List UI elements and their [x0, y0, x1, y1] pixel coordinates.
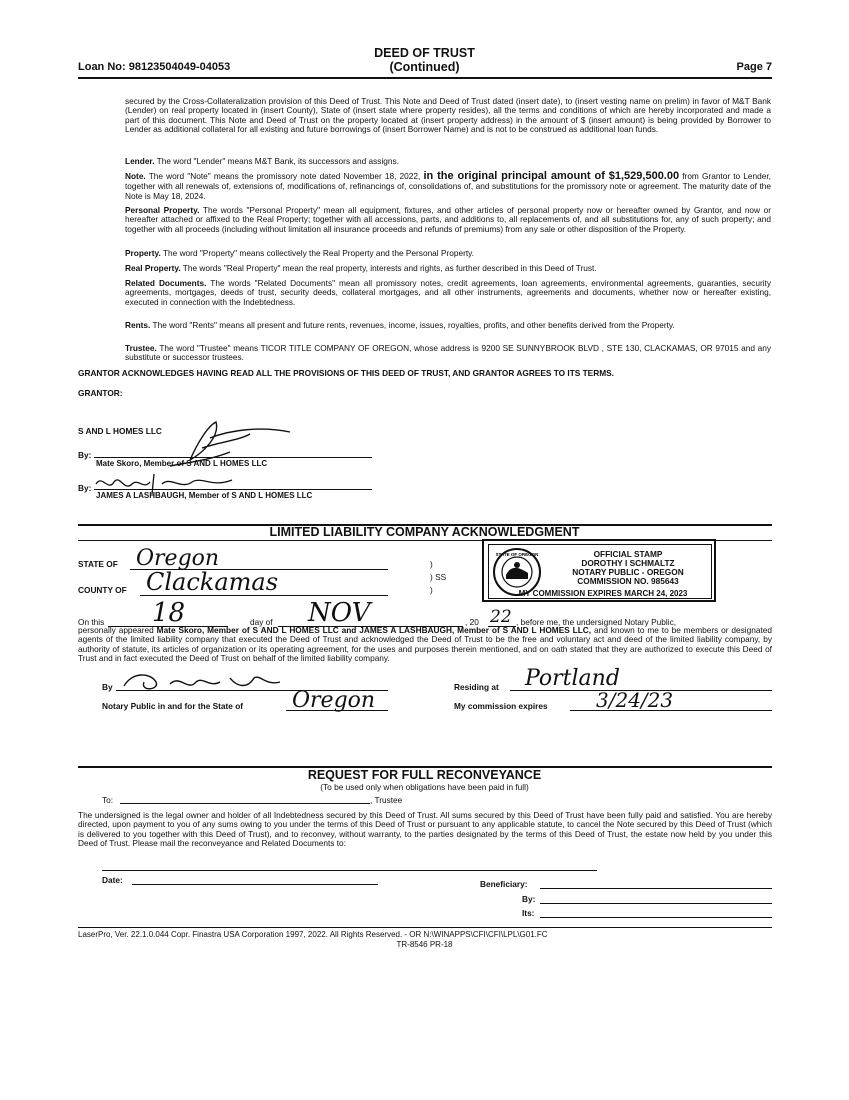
day-handwritten: 18 — [152, 598, 186, 628]
grantor-company: S AND L HOMES LLC — [78, 426, 162, 436]
term-text: The word "Trustee" means TICOR TITLE COMPANY OF OREGON, whose address is 9200 SE SUNNYBROOK BLVD , STE 130, CLACKAMAS, OR 97015 and any substitute or successor trustees. — [125, 343, 771, 363]
residing-label: Residing at — [454, 682, 499, 692]
definition-trustee — [125, 344, 771, 363]
beneficiary-input-line[interactable] — [540, 888, 772, 889]
term-text: The word "Property" means collectively the Real Property and the Personal Property. — [160, 248, 474, 258]
notary-signature — [120, 670, 290, 696]
paren: ) — [430, 585, 433, 595]
footer-rule — [78, 927, 772, 928]
loan-number: Loan No: 98123504049-04053 — [78, 61, 231, 73]
stamp-line-1: OFFICIAL STAMP — [593, 549, 663, 559]
stamp-line-3: NOTARY PUBLIC - OREGON — [572, 567, 684, 577]
llc-ack-title: LIMITED LIABILITY COMPANY ACKNOWLEDGMENT — [269, 525, 580, 539]
definition-personal-property — [125, 206, 771, 234]
notary-by-label: By — [102, 682, 113, 692]
term-label: Property. — [125, 248, 161, 258]
notary-state-handwritten: Oregon — [292, 688, 376, 713]
header-rule — [78, 77, 772, 79]
to-input-line[interactable] — [120, 803, 370, 804]
state-handwritten: Oregon — [136, 546, 220, 571]
month-handwritten: NOV — [308, 598, 371, 628]
term-text: The word "Lender" means M&T Bank, its successors and assigns. — [154, 156, 399, 166]
term-label: Rents. — [125, 320, 151, 330]
appeared-names: Mate Skoro, Member of S AND L HOMES LLC and JAMES A LASHBAUGH, Member of S AND L HOMES LLC, — [156, 625, 592, 635]
official-stamp — [482, 539, 716, 602]
day-of-label: day of — [250, 617, 273, 627]
notary-state-label: Notary Public in and for the State of — [102, 701, 244, 711]
reconveyance-title: REQUEST FOR FULL RECONVEYANCE — [307, 768, 542, 782]
ss-label: ) SS — [430, 572, 447, 582]
date-label: Date: — [102, 875, 123, 885]
date-input-line[interactable] — [132, 884, 378, 885]
document-title: DEED OF TRUST — [374, 46, 475, 60]
signature-line-2 — [94, 489, 372, 490]
state-label: STATE OF — [78, 559, 118, 569]
definition-property — [125, 249, 771, 258]
term-text: from Grantor to Lender, together with all renewals of, extensions of, modifications of, refinancings of, consolidations of, and substitutions for the promissory note or agreement. The maturity date of the Note is May 18, 2024. — [125, 171, 771, 201]
by-input-line[interactable] — [540, 903, 772, 904]
its-input-line[interactable] — [540, 917, 772, 918]
trustee-label: , Trustee — [370, 795, 403, 805]
residing-handwritten: Portland — [525, 666, 620, 691]
to-label: To: — [102, 795, 114, 805]
definition-real-property — [125, 264, 771, 273]
term-text: The words "Personal Property" mean all equipment, fixtures, and other articles of personal property now or hereafter owned by Grantor, and now or hereafter attached or affixed to the Real Property; together with all accessions, parts, and additions to, all replacements of, and all substitutions for, any of such property; and together with all proceeds (including without limitation all insurance proceeds and refunds of premiums) from any sale or other disposition of the Property. — [125, 205, 771, 234]
acknowledgment-body — [78, 626, 772, 663]
footer-line-1: LaserPro, Ver. 22.1.0.044 Copr. Finastra USA Corporation 1997, 2022. All Rights Reserved. - OR N:\WINAPPS\CFI\CFI\LPL\G01.FC — [78, 930, 548, 939]
year-prefix: , 20 — [465, 617, 479, 627]
term-text: The words "Related Documents" mean all promissory notes, credit agreements, loan agreements, environmental agreements, guaranties, security agreements, mortgages, deeds of trust, security deeds, collateral mortgages, and all other instruments, agreements and documents, whether now or hereafter existing, executed in connection with the Indebtedness. — [125, 278, 772, 307]
on-this-label: On this — [78, 617, 105, 627]
signer-2-name: JAMES A LASHBAUGH, Member of S AND L HOMES LLC — [96, 491, 313, 500]
definition-intro: secured by the Cross-Collateralization provision of this Deed of Trust. This Note and Deed of Trust dated (insert date), to (insert vesting name on prelim) in favor of M&T Bank (Lender) on real property located in (insert County), State of (insert state where property resides), all the terms and conditions of which are hereby incorporated and made a part of this document. This Note and Deed of Trust on the property located at (insert property address) in the amount of $ (insert amount) is being provided by Borrower to Lender as additional collateral for all existing and future borrowings of (insert Borrower Name) and is not to be construed as additional loan funds. — [125, 96, 771, 134]
before-me-text: , before me, the undersigned Notary Public, — [516, 617, 677, 627]
stamp-line-5: MY COMMISSION EXPIRES MARCH 24, 2023 — [518, 589, 688, 598]
signature-line-1 — [94, 457, 372, 458]
body-text: personally appeared — [78, 625, 157, 635]
body-text: and known to me to be members or designated agents of the limited liability company that executed the Deed of Trust and acknowledged the Deed of Trust to be the free and voluntary act and deed of the limited liability company, by authority of statute, its articles of organization or its operating agreement, for the uses and purposes therein mentioned, and on oath stated that they are authorized to execute this Deed of Trust and in fact executed the Deed of Trust on behalf of the limited liability company. — [78, 625, 773, 663]
by-label: By: — [78, 450, 92, 460]
stamp-line-4: COMMISSION NO. 985643 — [577, 576, 679, 586]
by-label: By: — [78, 483, 92, 493]
term-label: Related Documents. — [125, 278, 207, 288]
grantor-acknowledgement: GRANTOR ACKNOWLEDGES HAVING READ ALL THE PROVISIONS OF THIS DEED OF TRUST, AND GRANTOR AGREES TO ITS TERMS. — [78, 368, 614, 378]
seal-text: STATE OF OREGON — [495, 552, 539, 557]
document-subtitle: (Continued) — [389, 60, 460, 74]
term-text: The word "Note" means the promissory note dated November 18, 2022, — [145, 171, 424, 181]
county-handwritten: Clackamas — [146, 568, 279, 596]
principal-amount: in the original principal amount of $1,529,500.00 — [423, 170, 680, 182]
commission-label: My commission expires — [454, 701, 548, 711]
term-label: Lender. — [125, 156, 155, 166]
stamp-line-2: DOROTHY I SCHMALTZ — [581, 558, 675, 568]
page-number: Page 7 — [736, 61, 772, 73]
signer-1-name: Mate Skoro, Member of S AND L HOMES LLC — [96, 459, 268, 468]
footer-line-2: TR-8546 PR-18 — [396, 940, 453, 949]
term-label: Personal Property. — [125, 205, 200, 215]
grantor-label: GRANTOR: — [78, 388, 123, 398]
reconveyance-body: The undersigned is the legal owner and holder of all Indebtedness secured by this Deed of Trust. All sums secured by this Deed of Trust have been fully paid and satisfied. You are hereby directed, upon payment to you of any sums owing to you under the terms of this Deed of Trust or pursuant to any applicable statute, to cancel the Note secured by this Deed of Trust (which is delivered to you together with this Deed of Trust), and to reconvey, without warranty, to the parties designated by the terms of this Deed of Trust, the estate now held by you under this Deed of Trust. Please mail the reconveyance and Related Documents to: — [78, 810, 772, 848]
mail-to-line[interactable] — [102, 870, 597, 871]
definition-note — [125, 171, 771, 201]
commission-handwritten: 3/24/23 — [596, 688, 674, 712]
definition-rents — [125, 321, 771, 330]
definition-lender — [125, 157, 771, 166]
term-label: Trustee. — [125, 343, 157, 353]
term-label: Note. — [125, 171, 146, 181]
by-label: By: — [522, 894, 536, 904]
its-label: Its: — [522, 908, 535, 918]
term-text: The word "Rents" means all present and future rents, revenues, income, issues, royalties, profits, and other benefits derived from the Property. — [150, 320, 675, 330]
definition-related-documents — [125, 279, 771, 307]
paren: ) — [430, 559, 433, 569]
term-text: The words "Real Property" mean the real property, interests and rights, as further described in this Deed of Trust. — [180, 263, 597, 273]
year-handwritten: 22 — [490, 607, 512, 627]
reconveyance-subtitle: (To be used only when obligations have been paid in full) — [320, 782, 529, 792]
county-label: COUNTY OF — [78, 585, 127, 595]
term-label: Real Property. — [125, 263, 181, 273]
beneficiary-label: Beneficiary: — [480, 879, 528, 889]
